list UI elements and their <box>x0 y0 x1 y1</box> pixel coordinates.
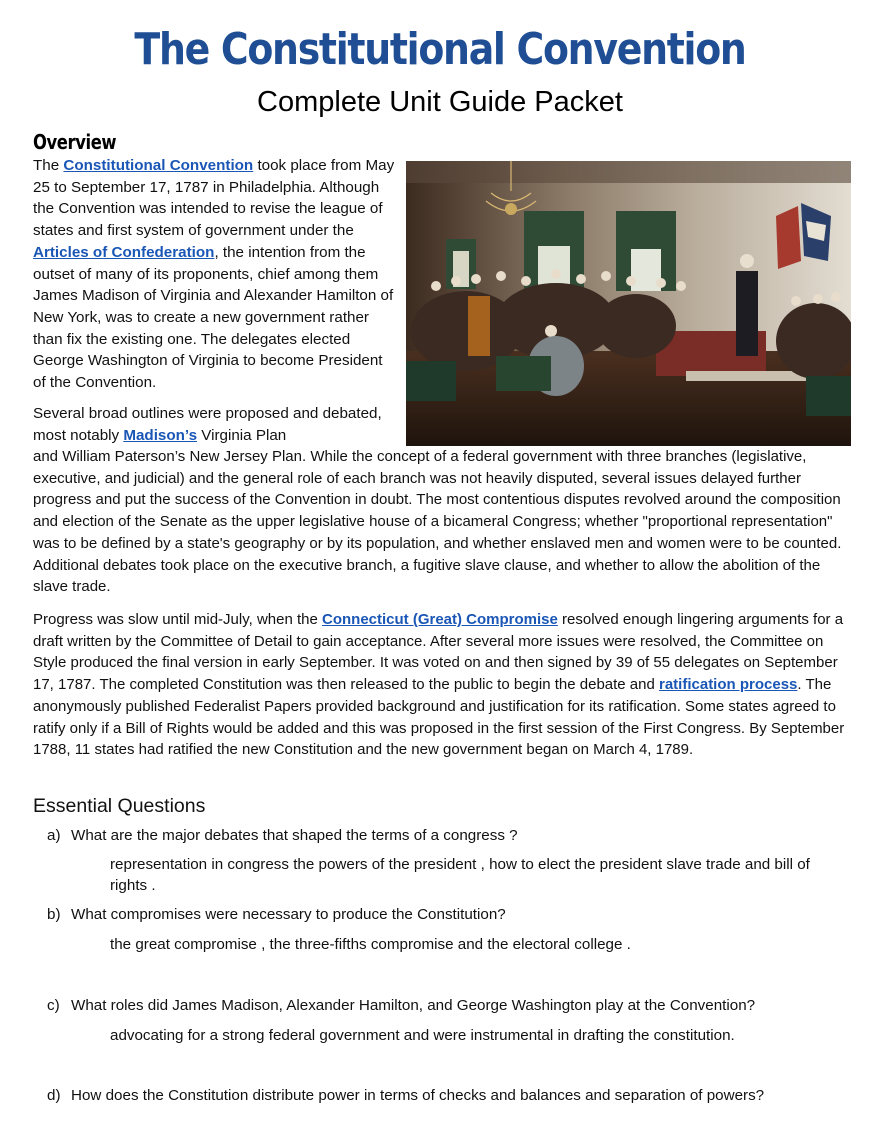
question-b <box>47 904 847 925</box>
question-a <box>47 825 847 846</box>
text: resolved enough lingering arguments for a draft written by the Committee of Detail to gain acceptance. After several more issues were resolved, the Committee on Style produced the final version in early September. It was voted on and then signed by 39 of 55 delegates on September 17, 1787. The completed Constitution was then released to the public to begin the debate and <box>33 611 844 694</box>
overview-paragraph-3 <box>33 609 853 761</box>
text: Virginia Plan <box>197 426 287 444</box>
question-text: How does the Constitution distribute power in terms of checks and balances and separation of powers? <box>71 1087 765 1104</box>
text: , the intention from the outset of many of its proponents, chief among them James Madison of Virginia and Alexander Hamilton of New York, was to create a new government rather than fix the existing one. The delegates elected George Washington of Virginia to become President of the Convention. <box>33 243 394 392</box>
question-d <box>47 1085 847 1106</box>
overview-heading: Overview <box>33 130 117 154</box>
overview-paragraph-1 <box>33 155 395 394</box>
text: took place from May 25 to September 17, 1787 in Philadelphia. Although the Convention was intended to revise the league of states and first system of government under the <box>33 157 395 240</box>
list-marker: c) <box>47 997 60 1014</box>
text: Progress was slow until mid-July, when the <box>33 611 322 628</box>
list-marker: b) <box>47 906 61 923</box>
paragraph-2-lead <box>33 403 395 446</box>
text: The <box>33 157 64 174</box>
list-marker: a) <box>47 827 61 844</box>
question-text: What compromises were necessary to produce the Constitution? <box>71 906 506 923</box>
list-marker: d) <box>47 1087 61 1104</box>
text: . The anonymously published Federalist Papers provided background and justification for its ratification. Some states agreed to ratify only if a Bill of Rights would be added and this was proposed in the first session of the First Congress. By September 1788, 11 states had ratified the new Constitution and the new government began on March 4, 1789. <box>33 676 845 759</box>
question-text: What are the major debates that shaped the terms of a congress ? <box>71 827 518 844</box>
link-constitutional-convention[interactable]: Constitutional Convention <box>63 157 254 174</box>
answer-b: the great compromise , the three-fifths compromise and the electoral college . <box>110 936 631 953</box>
essential-questions-heading: Essential Questions <box>33 795 206 817</box>
link-articles-of-confederation[interactable]: Articles of Confederation <box>33 243 215 261</box>
link-ratification-process[interactable]: ratification process <box>659 676 798 694</box>
page-title: The Constitutional Convention <box>134 24 746 75</box>
link-connecticut-compromise[interactable]: Connecticut (Great) Compromise <box>322 611 558 628</box>
paragraph-2-body: and William Paterson’s New Jersey Plan. While the concept of a federal government with three branches (legislative, executive, and judicial) and the general role of each branch was not heavily disputed, several issues delayed further progress and put the success of the Convention in doubt. The most contentious disputes revolved around the composition and election of the Senate as the upper legislative house of a bicameral Congress; whether "proportional representation" was to be defined by a state's geography or by its population, and whether enslaved men and women were to be counted. Additional debates took place on the executive branch, a fugitive slave clause, and whether to allow the abolition of the slave trade. <box>33 448 842 596</box>
question-c <box>47 995 847 1016</box>
painting-image <box>406 161 851 446</box>
page-subtitle: Complete Unit Guide Packet <box>257 86 623 118</box>
answer-a: representation in congress the powers of the president , how to elect the president slave trade and bill of rights . <box>110 856 810 894</box>
text: Several broad outlines were proposed and debated, most notably <box>33 405 382 444</box>
answer-c: advocating for a strong federal government and were instrumental in drafting the constitution. <box>110 1027 735 1044</box>
question-text: What roles did James Madison, Alexander Hamilton, and George Washington play at the Convention? <box>71 997 756 1014</box>
link-madisons[interactable]: Madison’s <box>123 426 198 444</box>
